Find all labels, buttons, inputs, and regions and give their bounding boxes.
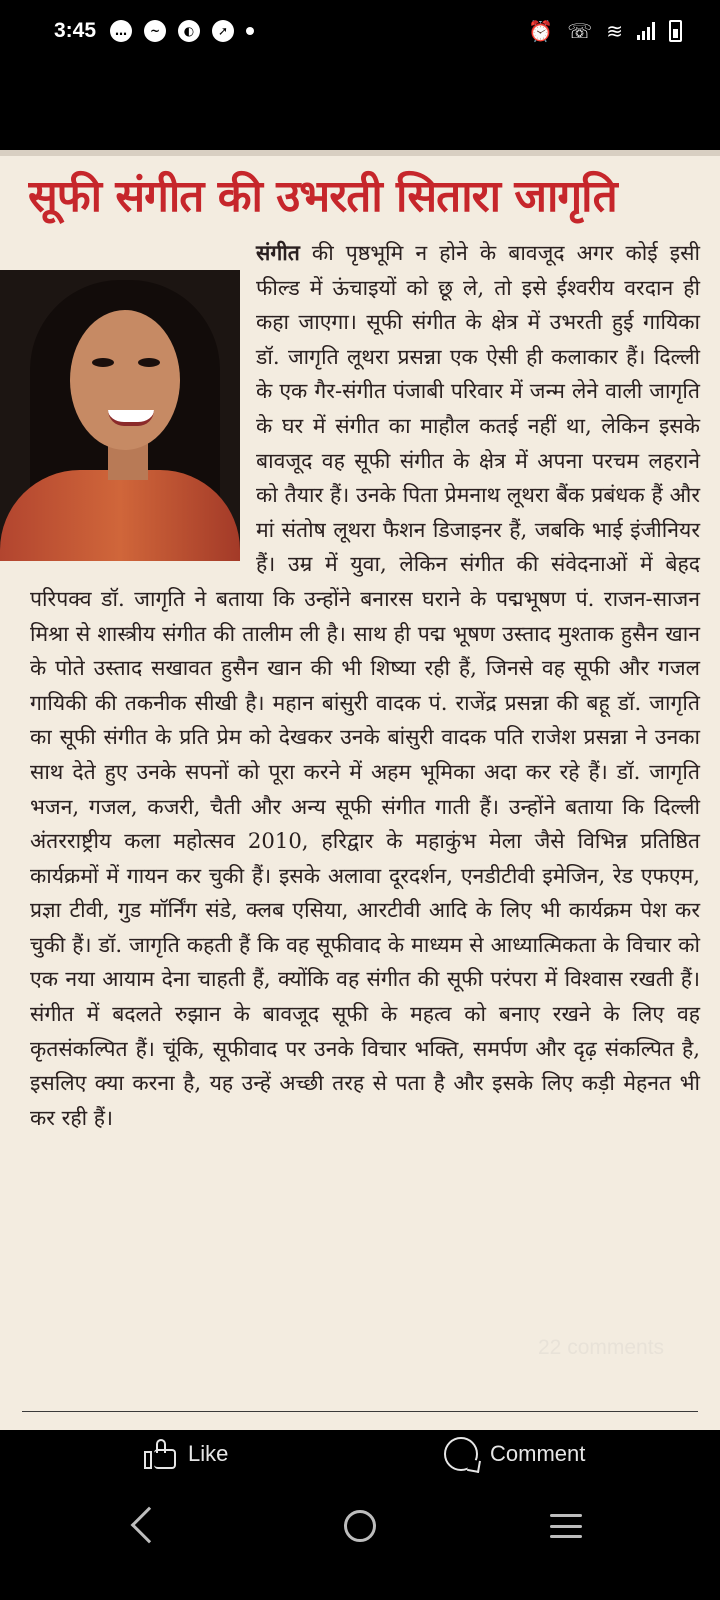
messenger-icon: ~	[144, 20, 166, 42]
article-lead-word: संगीत	[256, 240, 300, 265]
battery-icon	[669, 20, 682, 42]
article-headline: सूफी संगीत की उभरती सितारा जागृति	[28, 171, 617, 222]
system-icons	[528, 19, 682, 43]
app-icon: ◐	[178, 20, 200, 42]
like-label: Like	[188, 1441, 229, 1466]
notification-icons	[110, 20, 254, 42]
status-time: 3:45	[54, 19, 97, 42]
signal-icon	[637, 22, 655, 40]
post-image-newspaper-clipping[interactable]	[0, 150, 720, 1430]
status-bar	[0, 0, 720, 62]
divider	[22, 1411, 698, 1412]
comments-count[interactable]: 22 comments	[538, 1336, 665, 1359]
article-paragraph: की पृष्ठभूमि न होने के बावजूद अगर कोई इसी फील्ड में ऊंचाइयों को छू ले, तो इसे ईश्वरीय वरदान ही कहा जाएगा। सूफी संगीत के क्षेत्र में उभरती हुई गायिका डॉ. जागृति लूथरा प्रसन्ना एक ऐसी ही कलाकार हैं। दिल्ली के एक गैर-संगीत पंजाबी परिवार में जन्म लेने वाली जागृति के घर में संगीत का माहौल कतई नहीं था, लेकिन इसके बावजूद वह सूफी संगीत के क्षेत्र में अपना परचम लहराने को तैयार हैं। उनके पिता प्रेमनाथ लूथरा बैंक प्रबंधक हैं और मां संतोष लूथरा फैशन डिजाइनर हैं, जबकि भाई इंजीनियर हैं। उम्र में युवा, लेकिन संगीत की संवेदनाओं में बेहद परिपक्व डॉ. जागृति ने बताया कि उन्होंने बनारस घराने के पद्मभूषण पं. राजन-साजन मिश्रा से शास्त्रीय संगीत की तालीम ली है। साथ ही पद्म भूषण उस्ताद मुश्ताक हुसैन खान के पोते उस्ताद सखावत हुसैन खान की भी शिष्या रही हैं, जिनसे वह सूफी और गजल गायिकी की तकनीक सीखी है। महान बांसुरी वादक पं. राजेंद्र प्रसन्ना की बहू डॉ. जागृति का सूफी संगीत के प्रति प्रेम को देखकर उनके बांसुरी वादक पति राजेश प्रसन्ना ने उनका साथ देते हुए उनके सपनों को पूरा करने में अहम भूमिका अदा कर रहे हैं। डॉ. जागृति भजन, गजल, कजरी, चैती और अन्य सूफी संगीत गाती हैं। उन्होंने बताया कि दिल्ली अंतरराष्ट्रीय कला महोत्सव 2010, हरिद्वार के महाकुंभ मेला जैसे विभिन्न प्रतिष्ठित कार्यक्रमों में गायन कर चुकी हैं। इसके अलावा दूरदर्शन, एनडीटीवी इमेजिन, रेड एफएम, प्रज्ञा टीवी, गुड मॉर्निंग संडे, क्लब एसिया, आरटीवी आदि के लिए भी कार्यक्रम पेश कर चुकी हैं। डॉ. जागृति कहती हैं कि वह सूफीवाद के माध्यम से आध्यात्मिकता के विचार को एक नया आयाम देना चाहती हैं, क्योंकि वह संगीत की सूफी परंपरा में विश्वास रखती हैं। संगीत में बदलते रुझान के बावजूद सूफी के महत्व को बनाए रखने के लिए वह कृतसंकल्पित हैं। चूंकि, सूफीवाद पर उनके विचार भक्ति, समर्पण और दृढ़ संकल्पित है, इसलिए क्या करना है, यह उन्हें अच्छी तरह से पता है और इसके लिए कड़ी मेहनत भी कर रही हैं।	[30, 240, 700, 1130]
system-navigation-bar	[0, 1500, 720, 1600]
comment-label: Comment	[490, 1441, 586, 1466]
wifi-calling-icon: ☏	[567, 19, 593, 43]
thumbs-up-icon	[144, 1439, 176, 1469]
comment-bubble-icon	[444, 1437, 478, 1471]
dot-icon	[246, 27, 254, 35]
like-button[interactable]	[144, 1432, 228, 1476]
comment-button[interactable]	[444, 1432, 585, 1476]
alarm-icon: ⏰	[528, 19, 554, 43]
compass-icon: ➚	[212, 20, 234, 42]
wifi-icon: ≋	[606, 19, 623, 43]
home-icon[interactable]	[344, 1510, 376, 1542]
article-body	[30, 236, 700, 1135]
singer-photo	[0, 270, 240, 561]
back-icon[interactable]	[131, 1507, 168, 1544]
recent-apps-icon[interactable]	[550, 1514, 582, 1538]
messenger-chat-icon: …	[110, 20, 132, 42]
